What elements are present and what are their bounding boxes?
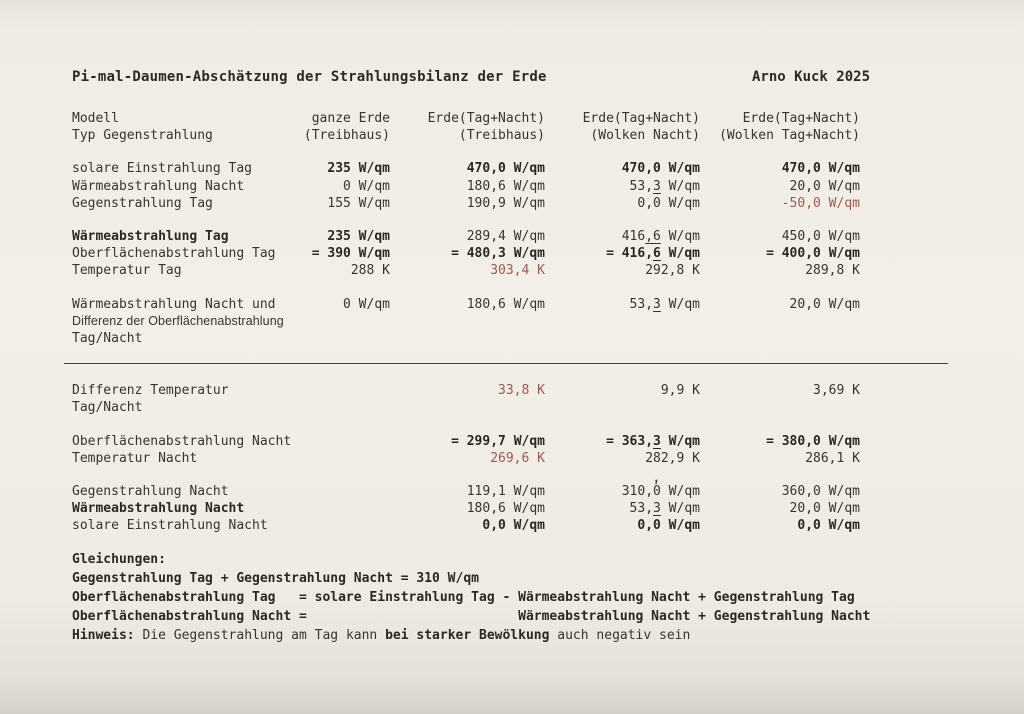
author-credit: Arno Kuck 2025: [752, 69, 871, 85]
value-cell: 416,6 W/qm: [621, 229, 700, 245]
value-cell: 289,4 W/qm: [466, 229, 545, 245]
value-cell: 235 W/qm: [327, 161, 390, 177]
value-cell: 53,3 W/qm: [629, 178, 700, 194]
row-group: [72, 160, 860, 212]
value-cell: 286,1 K: [805, 450, 860, 466]
value-cell: [302, 450, 390, 467]
table-row: [72, 450, 860, 467]
row-label: Temperatur Nacht: [72, 450, 198, 466]
value-cell: 180,6 W/qm: [466, 178, 545, 194]
value-cell: 119,1 W/qm: [466, 484, 545, 500]
value-cell: = 363,3 W/qm: [606, 433, 700, 449]
row-group: [72, 296, 860, 348]
row-label: Differenz Temperatur Tag/Nacht: [72, 383, 229, 416]
value-cell: 20,0 W/qm: [789, 501, 860, 517]
row-label: Wärmeabstrahlung Nacht und Differenz der Oberflächenabstrahlung Tag/Nacht: [72, 296, 284, 347]
value-cell: [302, 433, 390, 450]
value-cell: = 400,0 W/qm: [766, 246, 860, 262]
value-cell: 282,9 K: [645, 450, 700, 466]
radiation-balance-table: [72, 110, 860, 551]
value-cell: 53,3 W/qm: [629, 296, 700, 312]
table-body: [72, 160, 860, 534]
value-cell: 303,4 K: [490, 263, 545, 279]
table-row: [72, 500, 860, 517]
value-cell: 155 W/qm: [327, 195, 390, 211]
column-header: Erde(Tag+Nacht) (Treibhaus): [427, 111, 545, 144]
row-group: [72, 382, 860, 416]
equation-line: Oberflächenabstrahlung Nacht = Wärmeabstrahlung Nacht + Gegenstrahlung Nacht: [72, 608, 871, 624]
value-cell: 235 W/qm: [327, 229, 390, 245]
value-cell: 310,0 W/qm: [621, 484, 700, 500]
row-label: solare Einstrahlung Nacht: [72, 518, 268, 534]
table-row: [72, 245, 860, 262]
table-row: [72, 296, 860, 348]
row-label: Temperatur Tag: [72, 263, 182, 279]
row-group: [72, 433, 860, 467]
row-group: [72, 228, 860, 280]
value-cell: = 480,3 W/qm: [451, 246, 545, 262]
value-cell: 190,9 W/qm: [466, 195, 545, 211]
row-label: Wärmeabstrahlung Nacht: [72, 501, 245, 517]
value-cell: 180,6 W/qm: [466, 296, 545, 312]
value-cell: -50,0 W/qm: [781, 195, 860, 211]
table-row: [72, 228, 860, 245]
value-cell: [302, 500, 390, 517]
value-cell: 470,0 W/qm: [466, 161, 545, 177]
equation-line: Gleichungen:: [72, 552, 166, 567]
value-cell: 0,0 W/qm: [797, 518, 860, 534]
value-cell: 292,8 K: [645, 263, 700, 279]
value-cell: 450,0 W/qm: [781, 229, 860, 245]
value-cell: [302, 517, 390, 534]
table-row: [72, 195, 860, 212]
page-title: Pi-mal-Daumen-Abschätzung der Strahlungsbilanz der Erde: [72, 69, 547, 85]
table-row: [72, 160, 860, 177]
section-divider: [64, 363, 948, 364]
table-row: [72, 433, 860, 450]
value-cell: 0,0 W/qm: [637, 518, 700, 534]
column-header: Erde(Tag+Nacht) (Wolken Nacht): [582, 111, 700, 144]
row-label: Gegenstrahlung Tag: [72, 195, 213, 211]
column-header: ganze Erde (Treibhaus): [303, 111, 390, 144]
value-cell: 269,6 K: [490, 450, 545, 466]
value-cell: 470,0 W/qm: [621, 161, 700, 177]
equation-line: Hinweis: Die Gegenstrahlung am Tag kann bei starker Bewölkung auch negativ sein: [72, 627, 691, 643]
value-cell: 3,69 K: [813, 383, 860, 399]
row-label: solare Einstrahlung Tag: [72, 161, 253, 177]
equation-line: Oberflächenabstrahlung Tag = solare Einstrahlung Tag - Wärmeabstrahlung Nacht + Gegenstrahlung Tag: [72, 589, 855, 605]
value-cell: = 390 W/qm: [311, 246, 390, 262]
table-row: [72, 262, 860, 279]
row-label: Wärmeabstrahlung Nacht: [72, 178, 245, 194]
value-cell: 0,0 W/qm: [637, 195, 700, 211]
row-label: Oberflächenabstrahlung Tag: [72, 246, 276, 262]
value-cell: 289,8 K: [805, 263, 860, 279]
value-cell: = 380,0 W/qm: [766, 433, 860, 449]
value-cell: 53,3 W/qm: [629, 501, 700, 517]
row-label: Wärmeabstrahlung Tag: [72, 229, 229, 245]
value-cell: = 299,7 W/qm: [451, 433, 545, 449]
value-cell: 0,0 W/qm: [482, 518, 545, 534]
value-cell: 288 K: [350, 263, 390, 279]
row-label: Gegenstrahlung Nacht: [72, 484, 229, 500]
value-cell: 20,0 W/qm: [789, 296, 860, 312]
value-cell: = 416,6 W/qm: [606, 246, 700, 262]
value-cell: 20,0 W/qm: [789, 178, 860, 194]
equation-line: Gegenstrahlung Tag + Gegenstrahlung Nacht = 310 W/qm: [72, 570, 479, 586]
table-row: [72, 483, 860, 500]
value-cell: 180,6 W/qm: [466, 501, 545, 517]
row-label: Oberflächenabstrahlung Nacht: [72, 433, 292, 449]
value-cell: 9,9 K: [660, 383, 700, 399]
stray-pen-mark: ‚: [649, 467, 662, 487]
table-row: [72, 178, 860, 195]
value-cell: [302, 483, 390, 500]
value-cell: 360,0 W/qm: [781, 484, 860, 500]
header-label-cell: Modell Typ Gegenstrahlung: [72, 111, 213, 144]
table-row: [72, 382, 860, 416]
value-cell: 0 W/qm: [343, 178, 390, 194]
equations-section: [72, 551, 870, 646]
table-header-row: [72, 110, 860, 144]
value-cell: 0 W/qm: [343, 296, 390, 312]
value-cell: 470,0 W/qm: [781, 161, 860, 177]
table-row: [72, 517, 860, 534]
column-header: Erde(Tag+Nacht) (Wolken Tag+Nacht): [719, 111, 860, 144]
value-cell: [302, 382, 390, 416]
row-group: [72, 483, 860, 535]
value-cell: 33,8 K: [498, 383, 545, 399]
